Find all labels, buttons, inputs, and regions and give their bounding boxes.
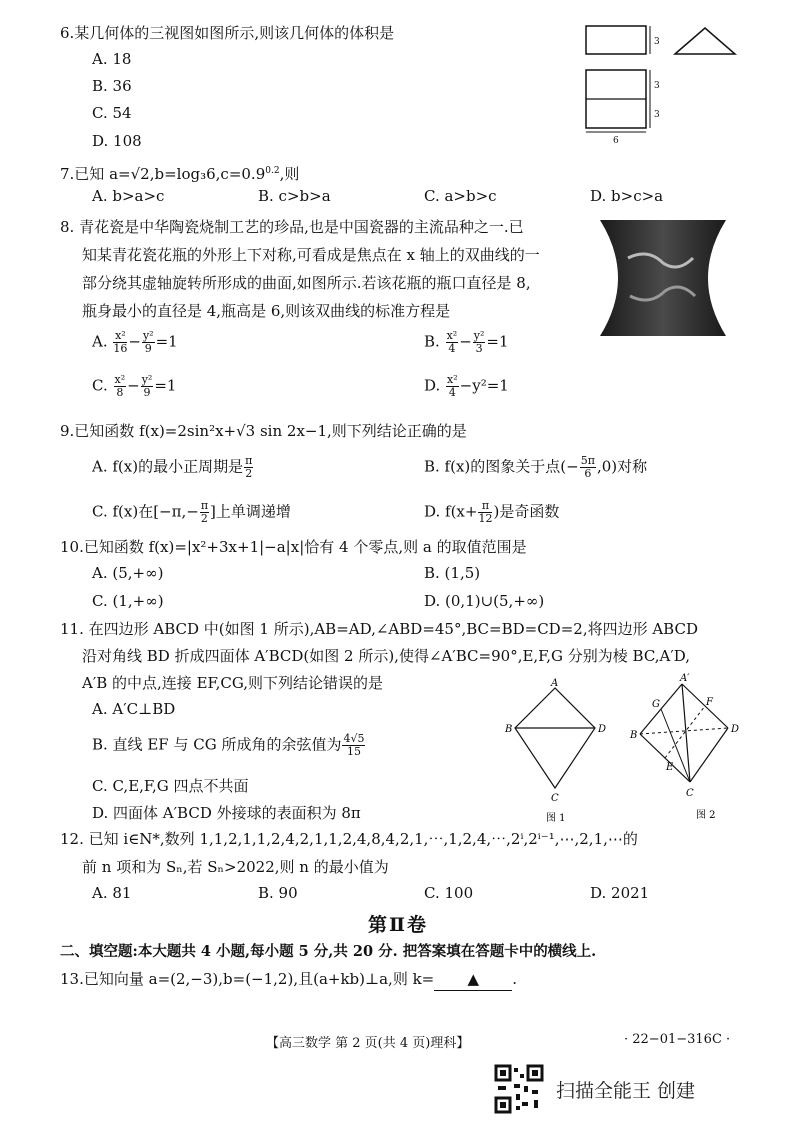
figure-1-quadrilateral bbox=[500, 676, 610, 826]
fig2-label-d: D bbox=[731, 724, 740, 735]
section-title: 第Ⅱ卷 bbox=[368, 914, 429, 936]
q13-stem-text: 13.已知向量 a=(2,−3),b=(−1,2),且(a+kb)⊥a,则 k= bbox=[60, 970, 435, 988]
q8-option-a: A. $\frac{\text{x²}}{16}$ − $\frac{\text{y²}}{9}$ =1 bbox=[92, 329, 178, 355]
frac-den: 12 bbox=[478, 512, 493, 525]
frac-num: π bbox=[245, 454, 253, 467]
qr-code-icon bbox=[494, 1064, 544, 1114]
frac-num: y² bbox=[142, 329, 154, 342]
q9-option-d bbox=[424, 500, 559, 525]
fig2-label-b: B bbox=[630, 730, 638, 741]
q12-line-2: 前 n 项和为 Sₙ,若 Sₙ>2022,则 n 的最小值为 bbox=[82, 858, 389, 876]
frac-num: π bbox=[478, 500, 492, 513]
frac bbox=[473, 330, 486, 355]
q8-option-a-label: A. bbox=[92, 332, 108, 351]
fig1-label-a: A bbox=[551, 678, 559, 689]
q7-option-b: B. c>b>a bbox=[258, 187, 331, 205]
blank-marker-icon: ▲ bbox=[467, 970, 480, 988]
frac-num: x² bbox=[446, 329, 458, 342]
fig1-caption: 图 1 bbox=[546, 813, 566, 824]
q9-option-b bbox=[424, 455, 647, 480]
frac bbox=[478, 500, 492, 525]
frac bbox=[580, 455, 596, 480]
q10-option-a: A. (5,+∞) bbox=[92, 564, 164, 582]
dim-label-6: 6 bbox=[613, 136, 619, 146]
q6-option-c: C. 54 bbox=[92, 104, 132, 122]
fig1-label-c: C bbox=[551, 793, 559, 804]
q8-option-b-label: B. bbox=[424, 332, 440, 351]
frac-num: 4√5 bbox=[343, 732, 365, 745]
q9-option-c bbox=[92, 500, 291, 525]
q7-option-d: D. b>c>a bbox=[590, 187, 664, 205]
q7-c-exp: 0.2 bbox=[265, 166, 280, 176]
q9-option-d-pre: D. f(x+ bbox=[424, 502, 478, 521]
q11-option-b-pre: B. 直线 EF 与 CG 所成角的余弦值为 bbox=[92, 735, 342, 754]
q8-line-3: 部分绕其虚轴旋转所形成的曲面,如图所示.若该花瓶的瓶口直径是 8, bbox=[82, 274, 531, 292]
q7-stem-post: ,则 bbox=[279, 165, 300, 183]
q12-option-a: A. 81 bbox=[92, 884, 132, 902]
frac-den: 8 bbox=[116, 386, 124, 399]
dim-label-3b: 3 bbox=[654, 81, 660, 91]
frac bbox=[446, 330, 459, 355]
frac bbox=[141, 374, 154, 399]
q7-stem bbox=[60, 160, 299, 185]
q6-option-b: B. 36 bbox=[92, 77, 132, 95]
q8-option-c: C. $\frac{\text{x²}}{8}$ − $\frac{\text{y²}}{9}$ =1 bbox=[92, 373, 177, 399]
frac-den: 3 bbox=[475, 342, 483, 355]
q11-option-b bbox=[92, 733, 366, 758]
frac-den: 16 bbox=[113, 342, 128, 355]
q9-option-b-pre: B. f(x)的图象关于点(− bbox=[424, 457, 579, 476]
frac-num: x² bbox=[115, 329, 126, 342]
q7-stem-pre: 7.已知 bbox=[60, 165, 110, 183]
figure-2-tetrahedron bbox=[628, 672, 748, 826]
frac-den: 9 bbox=[144, 342, 152, 355]
frac-num: 5π bbox=[580, 454, 595, 467]
q12-option-d: D. 2021 bbox=[590, 884, 650, 902]
frac bbox=[446, 374, 459, 399]
scanner-watermark-label: 扫描全能王 创建 bbox=[556, 1080, 696, 1102]
footer-page-info: 【高三数学 第 2 页(共 4 页)理科】 bbox=[266, 1036, 470, 1051]
edge-ac bbox=[682, 684, 690, 782]
fig2-label-e: E bbox=[666, 762, 674, 773]
frac bbox=[114, 374, 127, 399]
frac-num: π bbox=[200, 499, 209, 512]
fig1-label-b: B bbox=[505, 724, 513, 735]
q8-line-1: 8. 青花瓷是中华陶瓷烧制工艺的珍品,也是中国瓷器的主流品种之一.已 bbox=[60, 218, 524, 236]
dim-label-3c: 3 bbox=[654, 110, 660, 120]
side-view-triangle bbox=[675, 28, 735, 54]
front-view-rect bbox=[586, 26, 646, 54]
dim-label-3a: 3 bbox=[654, 37, 660, 47]
frac bbox=[342, 733, 365, 758]
q10-option-b: B. (1,5) bbox=[424, 564, 481, 582]
q6-option-a: A. 18 bbox=[92, 50, 132, 68]
q9-stem: 9.已知函数 f(x)=2sin²x+√3 sin 2x−1,则下列结论正确的是 bbox=[60, 422, 467, 440]
edge-dc bbox=[690, 728, 728, 782]
fig2-label-a: A′ bbox=[680, 673, 690, 684]
frac-den: 15 bbox=[346, 745, 361, 758]
q8-line-4: 瓶身最小的直径是 4,瓶高是 6,则该双曲线的标准方程是 bbox=[82, 302, 451, 320]
fig1-label-d: D bbox=[598, 724, 607, 735]
section-instructions: 二、填空题:本大题共 4 小题,每小题 5 分,共 20 分. 把答案填在答题卡中的横线上. bbox=[60, 943, 597, 960]
q9-option-c-pre: C. f(x)在[−π,− bbox=[92, 502, 199, 521]
frac-den: 4 bbox=[448, 342, 456, 355]
q10-stem: 10.已知函数 f(x)=|x²+3x+1|−a|x|恰有 4 个零点,则 a 的取值范围是 bbox=[60, 538, 527, 556]
footer-code: · 22−01−316C · bbox=[624, 1032, 731, 1047]
porcelain-vase-image bbox=[598, 218, 728, 340]
fig2-label-g: G bbox=[652, 699, 660, 710]
q9-option-b-post: ,0)对称 bbox=[596, 457, 648, 476]
frac-den: 2 bbox=[245, 467, 253, 480]
q8-line-2: 知某青花瓷花瓶的外形上下对称,可看成是焦点在 x 轴上的双曲线的一 bbox=[82, 246, 540, 264]
q13-answer-blank bbox=[434, 968, 512, 991]
fig2-label-c: C bbox=[686, 788, 694, 799]
q13-stem bbox=[60, 968, 517, 991]
frac-num: y² bbox=[473, 329, 485, 342]
q11-line-1: 11. 在四边形 ABCD 中(如图 1 所示),AB=AD,∠ABD=45°,BC=BD=CD=2,将四边形 ABCD bbox=[60, 620, 698, 638]
q13-end: . bbox=[512, 970, 518, 988]
q8-option-d bbox=[424, 374, 509, 399]
frac bbox=[244, 455, 253, 480]
q11-option-c: C. C,E,F,G 四点不共面 bbox=[92, 777, 249, 795]
q12-option-c: C. 100 bbox=[424, 884, 474, 902]
q6-option-d: D. 108 bbox=[92, 132, 142, 150]
frac bbox=[200, 500, 209, 525]
q8-option-c-label: C. bbox=[92, 376, 108, 395]
fig2-label-f: F bbox=[706, 697, 713, 708]
q9-option-a bbox=[92, 455, 254, 480]
q8-option-a-rhs: =1 bbox=[155, 332, 178, 351]
q10-option-d: D. (0,1)∪(5,+∞) bbox=[424, 592, 545, 610]
frac-num: x² bbox=[447, 373, 458, 386]
quadrilateral-abcd bbox=[515, 688, 595, 788]
q12-option-b: B. 90 bbox=[258, 884, 298, 902]
q6-stem: 6.某几何体的三视图如图所示,则该几何体的体积是 bbox=[60, 24, 395, 42]
q11-line-3: A′B 的中点,连接 EF,CG,则下列结论错误的是 bbox=[82, 674, 384, 692]
q7-option-c: C. a>b>c bbox=[424, 187, 497, 205]
q7-option-a: A. b>a>c bbox=[92, 187, 165, 205]
frac-den: 4 bbox=[448, 386, 456, 399]
frac bbox=[113, 330, 127, 355]
q8-option-c-rhs: =1 bbox=[154, 376, 177, 395]
q10-option-c: C. (1,+∞) bbox=[92, 592, 164, 610]
frac-den: 6 bbox=[584, 467, 592, 480]
three-view-figure bbox=[580, 18, 740, 148]
frac-den: 2 bbox=[200, 512, 208, 525]
q7-a-def: a=√2 bbox=[109, 165, 150, 183]
vase-shape bbox=[600, 220, 726, 336]
q11-option-d: D. 四面体 A′BCD 外接球的表面积为 8π bbox=[92, 804, 361, 822]
q11-line-2: 沿对角线 BD 折成四面体 A′BCD(如图 2 所示),使得∠A′BC=90°,E,F,G 分别为棱 BC,A′D, bbox=[82, 647, 691, 665]
q9-option-c-post: ]上单调递增 bbox=[210, 502, 291, 521]
q8-option-d-tail: −y²=1 bbox=[459, 376, 509, 395]
q9-option-a-pre: A. f(x)的最小正周期是 bbox=[92, 457, 244, 476]
q8-option-b-rhs: =1 bbox=[486, 332, 509, 351]
frac-den: 9 bbox=[143, 386, 151, 399]
q11-option-a: A. A′C⊥BD bbox=[92, 700, 176, 718]
q9-option-d-post: )是奇函数 bbox=[493, 502, 560, 521]
frac bbox=[142, 330, 155, 355]
q8-option-b: B. $\frac{\text{x²}}{4}$ − $\frac{\text{y²}}{3}$ =1 bbox=[424, 329, 509, 355]
frac-num: x² bbox=[114, 373, 126, 386]
q7-b-def: ,b=log₃6,c=0.9 bbox=[149, 165, 266, 183]
frac-num: y² bbox=[141, 373, 153, 386]
q8-option-d-label: D. bbox=[424, 376, 441, 395]
q12-line-1: 12. 已知 i∈N*,数列 1,1,2,1,1,2,4,2,1,1,2,4,8,4,2,1,⋯,1,2,4,⋯,2ⁱ,2ⁱ⁻¹,⋯,2,1,⋯的 bbox=[60, 830, 638, 848]
fig2-caption: 图 2 bbox=[696, 810, 716, 821]
